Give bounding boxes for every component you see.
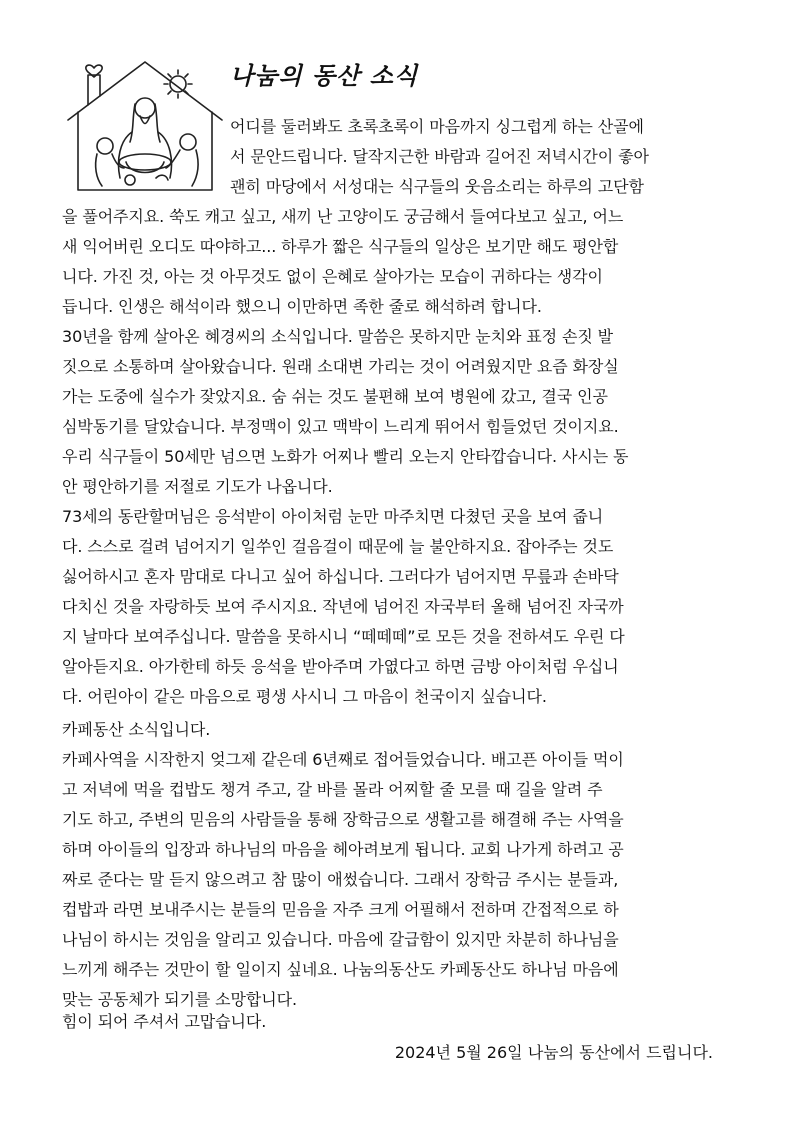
intro-line: 서 문안드립니다. 달작지근한 바람과 길어진 저녁시간이 좋아 (230, 147, 649, 166)
body-line: 카페사역을 시작한지 엊그제 같은데 6년째로 접어들었습니다. 배고픈 아이들 먹이 (62, 750, 624, 769)
body-line: 니다. 가진 것, 아는 것 아무것도 없이 은혜로 살아가는 모습이 귀하다는 생각이 (62, 267, 603, 286)
body-line: 싫어하시고 혼자 맘대로 다니고 싶어 하십니다. 그러다가 넘어지면 무릎과 손바닥 (62, 567, 619, 586)
signature-line: 2024년 5월 26일 나눔의 동산에서 드립니다. (394, 1043, 713, 1062)
body-line: 30년을 함께 살아온 혜경씨의 소식입니다. 말씀은 못하지만 눈치와 표정 손짓 발 (62, 327, 614, 346)
closing-line: 힘이 되어 주셔서 고맙습니다. (62, 1012, 267, 1031)
newsletter-title: 나눔의 동산 소식 (230, 62, 418, 90)
body-line: 안 평안하기를 저절로 기도가 나옵니다. (62, 477, 333, 496)
family-house-illustration (60, 50, 230, 200)
body-line: 다. 어린아이 같은 마음으로 평생 사시니 그 마음이 천국이지 싶습니다. (62, 687, 547, 706)
body-line: 알아듣지요. 아가한테 하듯 응석을 받아주며 가엾다고 하면 금방 아이처럼 우십니 (62, 657, 619, 676)
body-line: 다. 스스로 걸려 넘어지기 일쑤인 걸음걸이 때문에 늘 불안하지요. 잡아주는 것도 (62, 537, 614, 556)
body-line: 다치신 것을 자랑하듯 보여 주시지요. 작년에 넘어진 자국부터 올해 넘어진 자국까 (62, 597, 624, 616)
body-line: 컵밥과 라면 보내주시는 분들의 믿음을 자주 크게 어필해서 전하며 간접적으로 하 (62, 900, 619, 919)
body-line: 하며 아이들의 입장과 하나님의 마음을 헤아려보게 됩니다. 교회 나가게 하려고 공 (62, 840, 624, 859)
intro-line: 괜히 마당에서 서성대는 식구들의 웃음소리는 하루의 고단함 (230, 177, 644, 196)
section-heading: 카페동산 소식입니다. (62, 720, 211, 739)
body-line: 우리 식구들이 50세만 넘으면 노화가 어찌나 빨리 오는지 안타깝습니다. 사시는 동 (62, 447, 629, 466)
body-line: 새 익어버린 오디도 따야하고... 하루가 짧은 식구들의 일상은 보기만 해도 평안합 (62, 237, 619, 256)
body-line: 가는 도중에 실수가 잦았지요. 숨 쉬는 것도 불편해 보여 병원에 갔고, 결국 인공 (62, 387, 608, 406)
body-line: 을 풀어주지요. 쑥도 캐고 싶고, 새끼 난 고양이도 궁금해서 들여다보고 싶고, 어느 (62, 207, 624, 226)
body-line: 지 날마다 보여주십니다. 말씀을 못하시니 “떼떼떼”로 모든 것을 전하셔도 우린 다 (62, 627, 625, 646)
body-line: 나님이 하시는 것임을 알리고 있습니다. 마음에 갈급함이 있지만 차분히 하나님을 (62, 930, 619, 949)
body-line: 맞는 공동체가 되기를 소망합니다. (62, 990, 297, 1009)
body-line: 듭니다. 인생은 해석이라 했으니 이만하면 족한 줄로 해석하려 합니다. (62, 297, 542, 316)
body-line: 기도 하고, 주변의 믿음의 사람들을 통해 장학금으로 생활고를 해결해 주는 사역을 (62, 810, 624, 829)
body-line: 고 저녁에 먹을 컵밥도 챙겨 주고, 갈 바를 몰라 어찌할 줄 모를 때 길을 알려 주 (62, 780, 603, 799)
body-line: 짓으로 소통하며 살아왔습니다. 원래 소대변 가리는 것이 어려웠지만 요즘 화장실 (62, 357, 619, 376)
intro-line: 어디를 둘러봐도 초록초록이 마음까지 싱그럽게 하는 산골에 (230, 117, 644, 136)
body-line: 심박동기를 달았습니다. 부정맥이 있고 맥박이 느리게 뛰어서 힘들었던 것이지요. (62, 417, 619, 436)
body-line: 짜로 준다는 말 듣지 않으려고 참 많이 애썼습니다. 그래서 장학금 주시는 분들과, (62, 870, 619, 889)
body-line: 느끼게 해주는 것만이 할 일이지 싶네요. 나눔의동산도 카페동산도 하나님 마음에 (62, 960, 619, 979)
body-line: 73세의 동란할머님은 응석받이 아이처럼 눈만 마주치면 다쳤던 곳을 보여 줍니 (62, 507, 604, 526)
